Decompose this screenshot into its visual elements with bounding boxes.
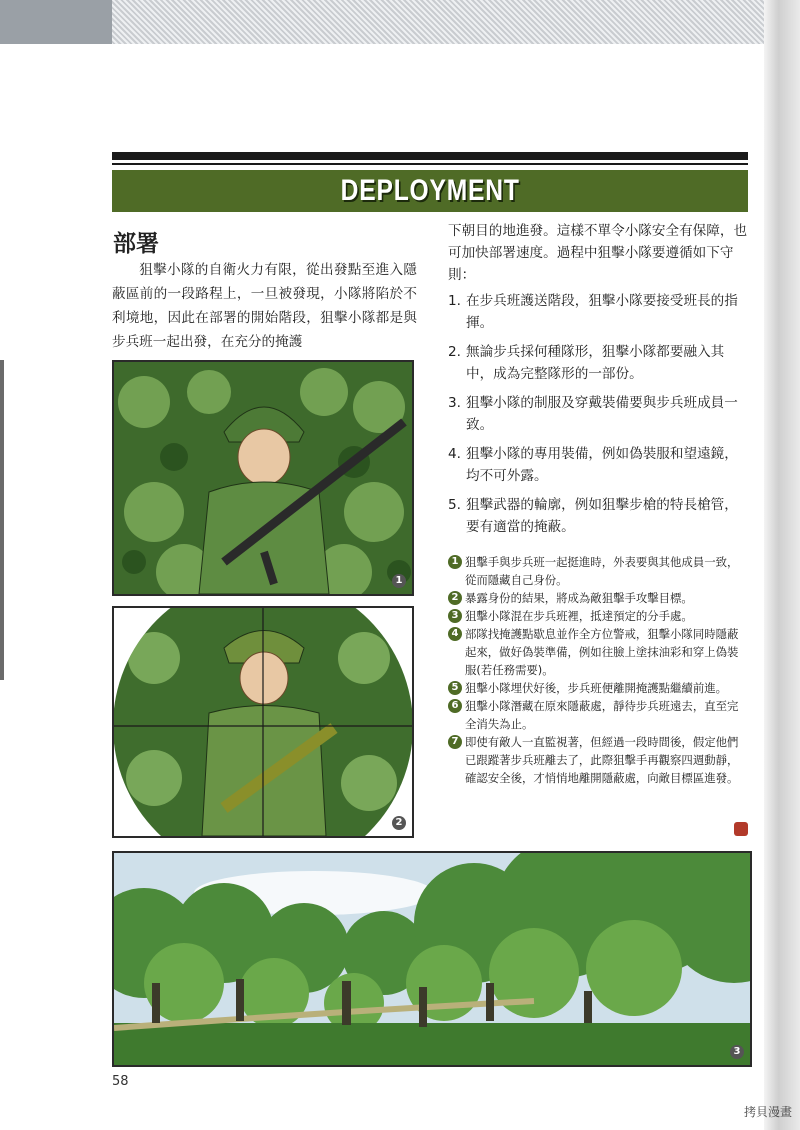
section-title: DEPLOYMENT: [340, 174, 520, 207]
rules-list: [448, 290, 748, 538]
end-mark-icon: [734, 822, 748, 836]
rule-item: 2. 無論步兵採何種隊形，狙擊小隊都要融入其中，成為完整隊形的一部份。: [448, 344, 725, 382]
caption-item: 5 狙擊小隊埋伏好後，步兵班便離開掩護點繼續前進。: [448, 679, 748, 697]
page-edge-shadow: [764, 0, 800, 1130]
jungle-patrol-drawing: [114, 853, 750, 1065]
rule-item: 3. 狙擊小隊的制服及穿戴裝備要與步兵班成員一致。: [448, 395, 738, 433]
caption-number: 1: [448, 555, 462, 569]
title-rule-thick: [112, 152, 748, 160]
caption-item: 3 狙擊小隊混在步兵班裡，抵達預定的分手處。: [448, 607, 748, 625]
scope-view-drawing: [114, 608, 412, 836]
caption-item: 4 部隊找掩護點歇息並作全方位警戒，狙擊小隊同時隱蔽起來，做好偽裝準備，例如往臉上塗抹油彩和穿上偽裝服(若任務需要)。: [448, 625, 748, 679]
caption-item: 6 狙擊小隊潛藏在原來隱蔽處，靜待步兵班遠去，直至完全消失為止。: [448, 697, 748, 733]
figure-2-illustration: [112, 606, 414, 838]
caption-item: 7 即使有敵人一直監視著，但經過一段時間後，假定他們已跟蹤著步兵班離去了，此際狙擊手再觀察四週動靜，確認安全後，才悄悄地離開隱蔽處，向敵目標區進發。: [448, 733, 748, 787]
intro-paragraph: 狙擊小隊的自衛火力有限，從出發點至進入隱蔽區前的一段路程上，一旦被發現，小隊將陷於不利境地，因此在部署的開始階段，狙擊小隊都是與步兵班一起出發，在充分的掩護: [112, 262, 417, 350]
figure-captions: [448, 553, 748, 787]
caption-number: 6: [448, 699, 462, 713]
caption-item: 1 狙擊手與步兵班一起挺進時，外表要與其他成員一致，從而隱藏自己身份。: [448, 553, 748, 589]
caption-number: 3: [448, 609, 462, 623]
header-pattern-band: [0, 0, 800, 44]
figure-1-illustration: [112, 360, 414, 596]
caption-number: 5: [448, 681, 462, 695]
caption-number: 7: [448, 735, 462, 749]
figure-1-number: 1: [392, 574, 406, 588]
section-heading: 部署: [113, 231, 159, 257]
binding-edge: [0, 360, 4, 680]
rule-item: 4. 狙擊小隊的專用裝備，例如偽裝服和望遠鏡，均不可外露。: [448, 446, 738, 484]
continuation-paragraph: 下朝目的地進發。這樣不單令小隊安全有保障，也可加快部署速度。過程中狙擊小隊要遵循如下守則：: [448, 223, 748, 283]
soldiers-group-drawing: [114, 362, 412, 594]
caption-number: 2: [448, 591, 462, 605]
figure-3-illustration: [112, 851, 752, 1067]
right-column-text: [448, 220, 748, 545]
figure-3-number: 3: [730, 1045, 744, 1059]
figure-2-number: 2: [392, 816, 406, 830]
caption-item: 2 暴露身份的結果，將成為敵狙擊手攻擊目標。: [448, 589, 748, 607]
watermark-text: 拷貝漫畫: [743, 1105, 792, 1119]
rule-item: 5. 狙擊武器的輪廓，例如狙擊步槍的特長槍管，要有適當的掩蔽。: [448, 497, 738, 535]
page-number: 58: [112, 1074, 129, 1089]
caption-number: 4: [448, 627, 462, 641]
section-banner: [112, 170, 748, 212]
title-rule-thin: [112, 163, 748, 165]
rule-item: 1. 在步兵班護送階段，狙擊小隊要接受班長的指揮。: [448, 293, 738, 331]
header-dark-block: [0, 0, 112, 44]
